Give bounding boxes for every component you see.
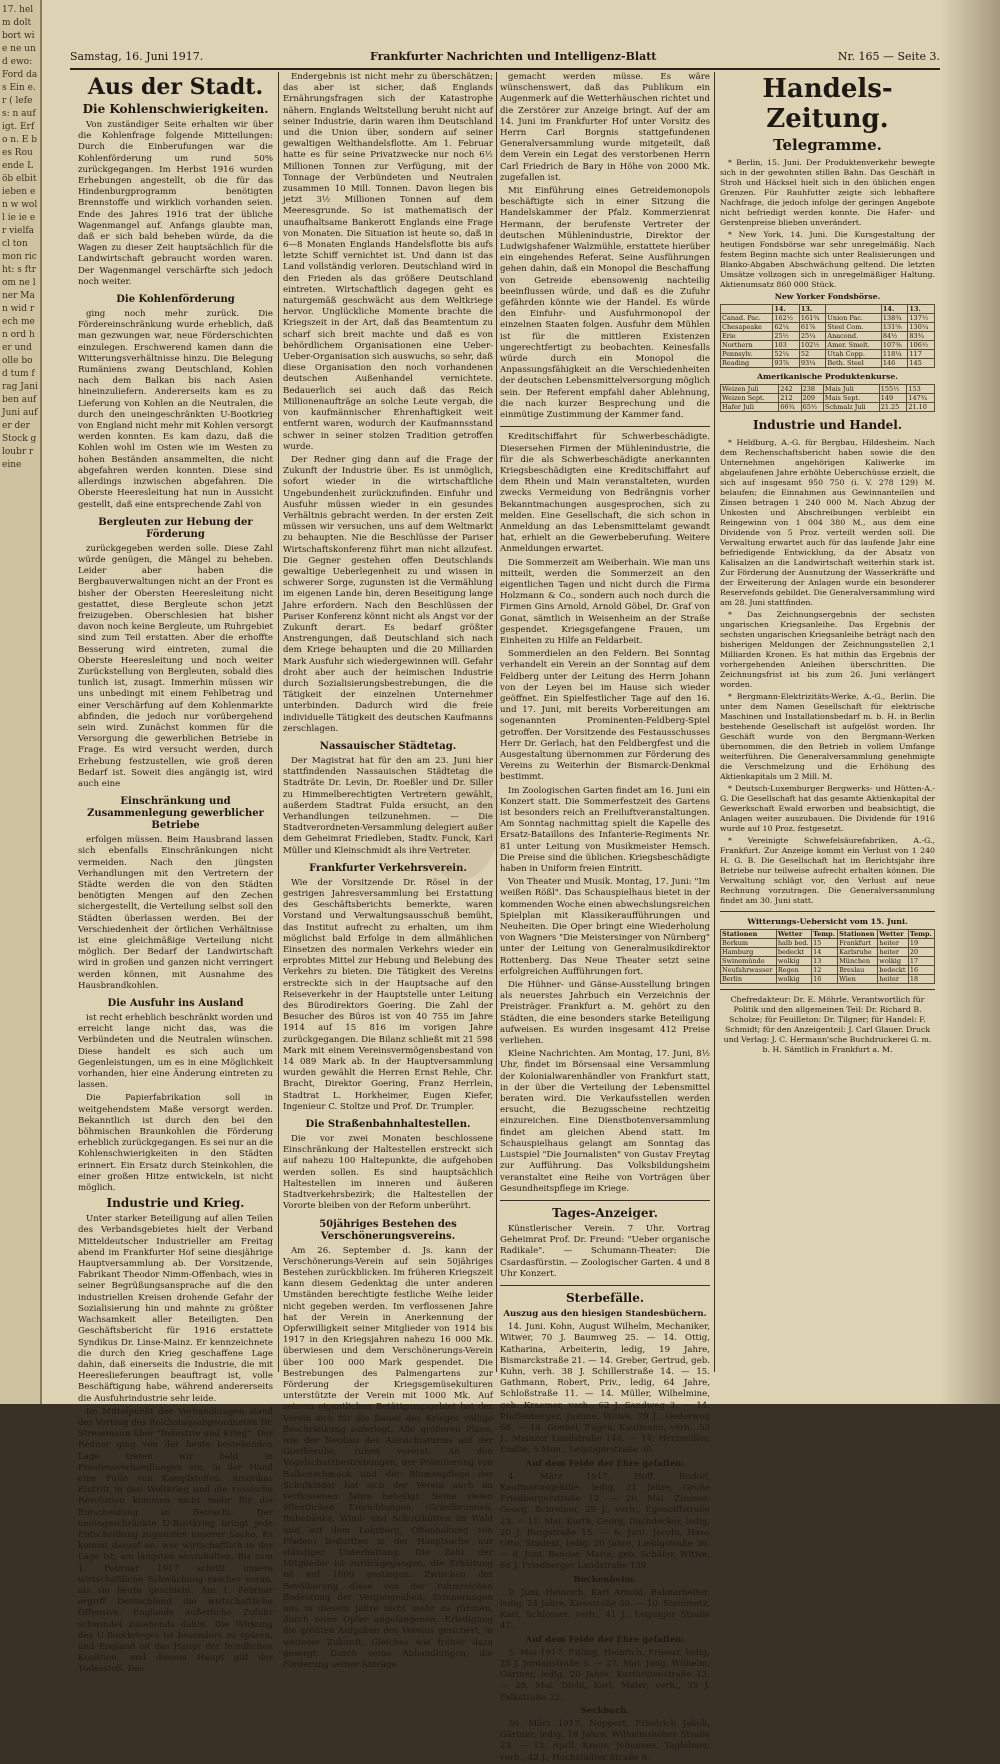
subheading: Bergleuten zur Hebung der Förderung xyxy=(98,516,253,540)
table-header-cell: Temp. xyxy=(812,930,838,939)
table-header-cell: Wetter xyxy=(776,930,811,939)
subheading: Die Straßenbahnhaltestellen. xyxy=(305,1119,471,1131)
paragraph: Von zuständiger Seite erhalten wir über die Kohlenfrage folgende Mitteilungen: Durch die Einberufungen war die Kohlenförderung um rund 50% zurückgegangen. Im Herbst 1916 wurden Erhebungen angestellt, ob die für das Hindenburgprogramm benötigten Brennstoffe und wirklich vorhanden seien. Ende des Jahres 1916 trat der übliche Wagenmangel auf. Anfangs glaubte man, daß er sich bald beheben würde, da die Wagen zu dieser Zeit hauptsächlich für die Landwirtschaft gebraucht worden waren. Der Wagenmangel verschärfte sich jedoch noch weiter. xyxy=(78,120,273,287)
table-row xyxy=(721,323,935,332)
table-row xyxy=(721,341,935,350)
article-title: Telegramme. xyxy=(773,136,882,154)
table-cell: 16 xyxy=(812,975,838,984)
table-cell: 93⅞ xyxy=(773,359,800,368)
column-rule xyxy=(714,72,715,1372)
paragraph: 3. Mai 1917. Eitling, Heinrich, Friseur, ledig, 25 J. Jordanstraße 5. — 27. Mai. Jung, Wilhelm, Gärtner, ledig, 20 Jahre, Kurfürstenstraße 12. — 28. Mai. Diehl, Karl, Maler, verh., 33 J. Falkstraße 22. xyxy=(500,1647,710,1703)
subheading: Seckbach. xyxy=(580,1705,630,1716)
section-title: Aus der Stadt. xyxy=(87,74,264,100)
subheading: Bockenheim. xyxy=(573,1574,637,1585)
separator-rule xyxy=(500,426,710,427)
table-cell: 21.25 xyxy=(879,403,907,412)
table-cell: Hafer Juli xyxy=(721,403,779,412)
paragraph: erfolgen müssen. Beim Hausbrand lassen sich ebenfalls Einschränkungen nicht vermeiden. Nach den jüngsten Verhandlungen mit den Vertretern der Städte werden die von den Städten benötigten Mengen auf den Zechen sichergestellt, die Verteilung selbst soll den Städten überlassen werden. Bei der Verschiedenheit der örtlichen Verhältnisse ist eine gleichmäßige Verteilung nicht möglich. Der Bedarf der Landwirtschaft wird in großen und ganzen nicht verringert werden können, mit Ausnahme des Hausbrandkohlen. xyxy=(78,835,273,991)
subheading: Amerikanische Produktenkurse. xyxy=(756,372,899,381)
table-cell: 16 xyxy=(908,966,934,975)
paragraph: * Berlin, 15. Juni. Der Produktenverkehr bewegte sich in der gewohnten stillen Bahn. Das Geschäft in Stroh und Häcksel hielt sich in den üblichen engen Grenzen. Für Rauhfutter zeigte sich lebhaftere Nachfrage, die jedoch infolge der geringen Angebote nicht befriedigt werden konnte. Die Hafer- und Gerstenpreise blieben unverändert. xyxy=(720,158,935,227)
paragraph: Endergebnis ist nicht mehr zu überschätzen; das aber ist sicher, daß Englands Ernährungsfragen sich der Katastrophe nähern. Englands Weltstellung beruht nicht auf seiner Industrie, darin waren ihm Deutschland und die Union über, sondern auf seiner gewaltigen Welthandelsflotte. Am 1. Februar hatte es für seine Privatzwecke nur noch 6½ Millionen Tonnen zur Verfügung, mit der Tonnage der Verbündeten und Neutralen zusammen 10 Mill. Tonnen. Davon liegen bis jetzt 3½ Millionen Tonnen auf dem Meeresgrunde. So ist mathematisch der unaufhaltsame Bankerott Englands eine Frage von Monaten. Die Situation ist heute so, daß in 6—8 Monaten Englands Handelsflotte bis aufs letzte Schiff vernichtet ist. Und dann ist das Land vollständig verloren. Deutschland wird in den Frieden als das größere Deutschland eintreten. Wirtschaftlich dagegen geht es naturgemäß geschwächt aus dem Weltkriege hervor. Unglückliche Momente brachte die Kriegszeit in der Art, daß das Beamtentum zu scharf sich breit machte und daß es von behördlichem Organisationen eine Ueber-Ueber-Organisation sich auswuchs, so sehr, daß diese Organisation den noch vorhandenen deutschen Außenhandel vernichtete. Bedauerlich sei auch daß das Reich Millionenaufträge an solche Leute vergab, die von kaufmännischer Ehrenhaftigkeit weit entfernt waren, wodurch der Kaufmannsstand schwer in seiner stolzen Tradition getroffen wurde. xyxy=(283,72,493,452)
paragraph: * Heldburg, A.-G. für Bergbau, Hildesheim. Nach dem Rechenschaftsbericht haben sowie die den Unternehmen angehörigen Kaliwerke im abgelaufenen Jahre erhöhte Ueberschüsse erzielt, die sich auf insgesamt 950 750 (i. V. 278 129) M. belaufen; die Einnahmen aus Gewinnanteilen und Zinsen betragen 1 240 000 M. Nach Abzug der Unkosten und Abschreibungen verbleibt ein Reingewinn von 1 004 380 M., aus dem eine Dividende von 5 Proz. verteilt werden soll. Die Verwaltung erwartet auch für das laufende Jahr eine befriedigende Entwicklung, da der Absatz von Kalisalzen an die Landwirtschaft weiterhin stark ist. Zur Förderung der Ausnutzung der Wasserkräfte und der Erweiterung der Anlagen wurde ein besonderer Reservefonds gebildet. Die Generalversammlung wird am 28. Juni stattfinden. xyxy=(720,438,935,607)
table-cell: 19 xyxy=(908,939,934,948)
paragraph: Die Hühner- und Gänse-Ausstellung bringen als neuerstes Jahrbuch ein Verzeichnis der Preisträger. Frankfurt a. M. gehört zu den Städten, die eine besonders starke Beteiligung aufweisen. Es wurden insgesamt 412 Preise verliehen. xyxy=(500,980,710,1047)
article-title: Tages-Anzeiger. xyxy=(552,1205,658,1220)
table-row xyxy=(721,957,935,966)
table-cell: Chesapeake xyxy=(721,323,773,332)
table-cell: Pennsylv. xyxy=(721,350,773,359)
table-cell: 102½ xyxy=(799,341,826,350)
table-cell: 209 xyxy=(801,394,823,403)
table-cell: Mais Juli xyxy=(823,385,879,394)
paragraph: * Deutsch-Luxemburger Bergwerks- und Hütten-A.-G. Die Gesellschaft hat das gesamte Aktienkapital der Gewerkschaft Ewald erworben und beabsichtigt, die Anlagen weiter auszubauen. Die Dividende für 1916 wurde auf 10 Proz. festgesetzt. xyxy=(720,784,935,833)
imprint: Chefredakteur: Dr. E. Möhrle. Verantwortlich für Politik und den allgemeinen Teil: Dr. Richard B. Scholze; für Feuilleton: Dr. Tilgner; für Handel: F. Schmidt; für den Anzeigenteil: J. Carl Glauer. Druck und Verlag: J. C. Hermann'sche Buchdruckerei G. m. b. H. Sämtlich in Frankfurt a. M. xyxy=(723,995,932,1054)
ny-stock-table xyxy=(720,304,935,368)
table-cell: 65½ xyxy=(801,403,823,412)
article-title: Industrie und Handel. xyxy=(752,418,903,432)
table-cell: 103 xyxy=(773,341,800,350)
column-rule xyxy=(278,72,279,1372)
table-cell: 238 xyxy=(801,385,823,394)
table-cell: 149 xyxy=(879,394,907,403)
table-cell: wolkig xyxy=(776,957,811,966)
table-cell: 162½ xyxy=(773,314,800,323)
table-header-cell: Stationen xyxy=(721,930,777,939)
column-rule xyxy=(496,72,497,1372)
table-cell: halb bed. xyxy=(776,939,811,948)
table-cell: Mais Sept. xyxy=(823,394,879,403)
table-cell: 131⅝ xyxy=(881,323,908,332)
table-cell: heiter xyxy=(878,975,909,984)
table-cell: 106½ xyxy=(908,341,935,350)
table-cell: 107⅜ xyxy=(881,341,908,350)
header-page-number: Nr. 165 — Seite 3. xyxy=(837,50,940,63)
table-cell: Utah Copp. xyxy=(826,350,882,359)
paragraph: Die Sommerzeit am Weiberhain. Wie man uns mitteilt, werden die Sommerzeit an den eigentlichen Tagen und nicht durch die Firma Holzmann & Co., sondern auch noch durch die Firmen Gins Arnold, Arnold Göbel, Dr. Graf von Gonat, sämtlich in Weisenheim an der Straße gespendet. Kriegsgefangene Frauen, um Einheiten zu Hilfe an Feldarbeit. xyxy=(500,557,710,646)
table-cell: Canad. Pac. xyxy=(721,314,773,323)
table-cell: Swinemünde xyxy=(721,957,777,966)
paragraph: Der Redner ging dann auf die Frage der Zukunft der Industrie über. Es ist unmöglich, sofort wieder in die wirtschaftliche Ungebundenheit zurückzufinden. Einfuhr und Ausfuhr müssen wieder in ein gesundes Verhältnis gebracht werden. In der ersten Zeit müssen wir versuchen, uns auf dem Weltmarkt zu behaupten. Nie die Beschlüsse der Pariser Wirtschaftskonferenz führt man nicht allzufest. Die Gegner gestehen offen Deutschlands gewaltige Ueberlegenheit zu und wissen in schwerer Sorge, zugunsten ist die Vermählung im eigenen Lande bin, deren Beseitigung lange Jahre erfordern. Nach den Beschlüssen der Pariser Konferenz könnt nicht als Angst vor der Zukunft derart. Es bedarf größter Anstrengungen, daß Deutschland sich nach dem Kriege behaupten und die 20 Milliarden Mark Ausfuhr sich wiedergewinnen will. Gefahr droht aber auch der heimischen Industrie durch Sozialisierungsbestrebungen, die die Tätigkeit der einzelnen Unternehmer unterbinden. Dadurch wird die freie individuelle Tätigkeit des deutschen Kaufmanns zerschlagen. xyxy=(283,454,493,734)
table-cell: Weizen Juli xyxy=(721,385,779,394)
paragraph: Im Zoologischen Garten findet am 16. Juni ein Konzert statt. Die Sommerfestzeit des Gartens ist besonders reich an Freiluftveranstaltungen. Am Sonntag nachmittag spielt die Kapelle des Ersatz-Bataillons des Infanterie-Regiments Nr. 81 unter Leitung von Musikmeister Hemsch. Die Preise sind die üblichen. Kriegsbeschädigte haben in Uniform freien Eintritt. xyxy=(500,785,710,875)
subheading: Auszug aus den hiesigen Standesbüchern. xyxy=(503,1308,707,1319)
table-cell: Neufahrwasser xyxy=(721,966,777,975)
table-cell: 17 xyxy=(908,957,934,966)
table-cell: Wien xyxy=(838,975,878,984)
table-row xyxy=(721,403,935,412)
table-cell: 137½ xyxy=(908,314,935,323)
table-header-cell: Wetter xyxy=(878,930,909,939)
paragraph: * Vereinigte Schwefelsäurefabriken, A.-G., Frankfurt. Zur Anzeige kommt ein Verlust von 1 240 H. G. B. Die Gesellschaft hat im Berichtsjahr ihre Betriebe nur teilweise aufrecht erhalten können. Die Verwaltung schlägt vor, den Verlust auf neue Rechnung vorzutragen. Die Generalversammlung findet am 30. Juni statt. xyxy=(720,836,935,905)
table-header-cell: 13. xyxy=(799,305,826,314)
table-cell: wolkig xyxy=(776,975,811,984)
paragraph: ist recht erheblich beschränkt worden und erreicht lange nicht das, was die Verbündeten und die Neutralen wünschen. Diese handelt es sich auch um Gegenleistungen, um es in eine Möglichkeit vorhanden, hier eine Änderung eintreten zu lassen. xyxy=(78,1013,273,1091)
paragraph: Der Magistrat hat für den am 23. Juni hier stattfindenden Nassauischen Städtetag die Stadträte Dr. Levin, Dr. Roeßler und Dr. Siller zu Himmelberechtigten Vertretern gewählt, außerdem Stadtrat Fulda ersucht, an den Verhandlungen teilzunehmen. — Die Stadtverordneten-Versammlung delegiert außer dem Geheimrat Friedleben, Stadtv. Funck, Karl Müller und Kleinschmidt als ihre Vertreter. xyxy=(283,755,493,856)
subheading: Die Kohlenförderung xyxy=(116,294,235,306)
table-cell: 84½ xyxy=(881,332,908,341)
subheading: Auf dem Felde der Ehre gefallen: xyxy=(525,1458,685,1469)
table-cell: Erie xyxy=(721,332,773,341)
table-row xyxy=(721,394,935,403)
separator-rule xyxy=(500,1285,710,1286)
table-cell: 145 xyxy=(908,359,935,368)
table-cell: 118¼ xyxy=(881,350,908,359)
table-cell: bedeckt xyxy=(878,966,909,975)
table-row xyxy=(721,975,935,984)
table-cell: 147¾ xyxy=(907,394,935,403)
paragraph: Wie der Vorsitzende Dr. Rösel in der gestrigen Jahresversammlung bei Erstattung des Geschäftsberichts bemerkte, waren Vorstand und Verwaltungsausschuß bemüht, das Institut aufrecht zu erhalten, um ihm möglichst bald Erfolge in dem allmählichen Einsetzen des normalen Verkehrs wieder ein erprobtes Mittel zur Hebung und Belebung des Verkehrs zu bieten. Die Tätigkeit des Vereins erstreckte sich in der Hauptsache auf den Reiseverkehr in der Hauptstelle unter Leitung des Bürodirektors Goering. Die Zahl der Besucher des Büros ist von 40 755 im Jahre 1914 auf 15 816 im vorigen Jahre zurückgegangen. Die Bilanz schließt mit 21 598 Mark mit einem Vereinsvermögensbestand von 14 089 Mark ab. In der Hauptversammlung wurden gewählt die Herren Ernst Rehle, Chr. Bracht, Direktor Goering, Franz Herrlein, Stadtrat L. Horkheimer, Eugen Kiefer, Ingenieur C. Stoltze und Prof. Dr. Trumpler. xyxy=(283,877,493,1112)
table-cell: 61⅞ xyxy=(799,323,826,332)
paragraph: Sommerdielen an den Feldern. Bei Sonntag verhandelt ein Verein an der Sonntag auf dem Feldberg unter der Leitung des Herrn Johann von der Leyen bei im Hause sich wieder geöffnet. Ein Spielfestlicher Tage auf den 16. und 17. Juni, mit bereits Vorbereitungen am sogenannten Prominenten-Feldberg-Spiel getroffen. Der Vorsitzende des Festausschusses Herr Dr. Gerlach, hat den Feldbergfest und die Ausgestaltung übernommen zur Förderung des Vereins zu Weiterhin der Bismarck-Denkmal bestimmt. xyxy=(500,649,710,783)
subheading: Die Ausfuhr ins Ausland xyxy=(107,998,244,1010)
table-cell: München xyxy=(838,957,878,966)
table-cell: Berlin xyxy=(721,975,777,984)
article-title: Sterbefälle. xyxy=(565,1290,645,1305)
subheading: Witterungs-Uebersicht vom 15. Juni. xyxy=(747,917,908,926)
table-cell: 52¼ xyxy=(773,350,800,359)
paragraph: Die Papierfabrikation soll in weitgehendstem Maße versorgt werden. Bekanntlich ist durch den bei den böhmischen Braunkohlen die Förderung erheblich zurückgegangen. Es sei nur an die Kohlenschwierigkeiten in den Städten erinnert. Ein Ersatz durch Steinkohlen, die einer großen Hitze entwickeln, ist nicht möglich. xyxy=(78,1093,273,1194)
section-title: Handels-Zeitung. xyxy=(762,74,893,134)
table-cell: 15 xyxy=(812,939,838,948)
header-paper-title: Frankfurter Nachrichten und Intelligenz-Blatt xyxy=(370,50,657,63)
paragraph: Künstlerischer Verein. 7 Uhr. Vortrag Geheimrat Prof. Dr. Freund: "Ueber organische Radikale". — Schumann-Theater: Die Csardasfürstin. — Zoologischer Garten. 4 und 8 Uhr Konzert. xyxy=(500,1223,710,1279)
table-cell: 242 xyxy=(779,385,801,394)
table-cell: heiter xyxy=(878,939,909,948)
table-cell: 155½ xyxy=(879,385,907,394)
adjacent-page-text: 17. helm dolt bort wie ne und ewo: Ford das Ein e. r ( lefes: n auf igt. Erfo n. E bes Rou ende Löb elbit ieben en w wol l ie ie er vielfacl ton mon richt: s ftrom ne l ner Man wid rech men ord her und olle bod tum frag Jani ben auf Juni auf er der Stock gloubr reine xyxy=(2,5,38,470)
table-cell: 25¼ xyxy=(799,332,826,341)
table-header-cell: Temp. xyxy=(908,930,934,939)
table-header-cell xyxy=(721,305,773,314)
paragraph: Im Mittelpunkt der Verhandlungen stand der Vortrag des Reichstagsabgeordneten Dr. Stresemann über "Industrie und Krieg". Der Redner ging von der heute bestehenden Lage treten wir bald in Friedensverhandlungen ein, in der Hand eine Fülle von Kampfstoffen. Amerikas Eintritt in den Weltkrieg und die russische Revolution kommen nicht mehr für die Entscheidung in Betracht. Der uneingeschränkte U-Bootkrieg bringt jede Entscheidung zugunsten unserer Sache. Es kommt darauf an, wer wirtschaftlich in der Lage ist, am längsten auszuhalten. Bis zum 1. Februar 1917 schritt unsere wirtschaftliche Schwächung rascher voran, als sie heute geschieht. Am 1. Februar ergriff Deutschland die wirtschaftliche Offensive. Englands äußerliche Zufuhr schwindet zusehends dahin. Die Wirkung des U-Bootkrieges ist besonders zu spüren, und England ist das Haupt der feindlichen Koalition, und diesem Haupt gilt der Todesstoß. Das xyxy=(78,1406,273,1675)
table-cell: 14 xyxy=(812,948,838,957)
paragraph: Unter starker Beteiligung auf allen Teilen des Verbandsgebietes hielt der Verband Mitteldeutscher Industrieller am Freitag abend im Frankfurter Hof seine diesjährige Hauptversammlung ab. Der Vorsitzende, Fabrikant Theodor Nimm-Offenbach, wies in seiner Begrüßungsansprache auf die den industriellen Kreisen drohende Gefahr der Sozialisierung hin und mahnte zu größter Wachsamkeit aller Beteiligten. Den Geschäftsbericht für 1916 erstattete Syndikus Dr. Linse-Mainz. Er kennzeichnete die durch den Krieg geschaffene Lage dahin, daß einerseits die Industrie, die mit Heereslieferungen beauftragt ist, volle Beschäftigung habe, während andererseits die Ausfuhrindustrie sehr leide. xyxy=(78,1214,273,1404)
table-cell: Union Pac. xyxy=(826,314,882,323)
table-cell: Borkum xyxy=(721,939,777,948)
table-cell: 161¾ xyxy=(799,314,826,323)
table-cell: 13 xyxy=(812,957,838,966)
article-title: Die Kohlenschwierigkeiten. xyxy=(82,102,269,116)
table-row xyxy=(721,332,935,341)
paragraph: Von Theater und Musik. Montag, 17. Juni: "Im weißen Rößl". Das Schauspielhaus bietet in der kommenden Woche einen abwechslungsreichen Spielplan mit Klassikeraufführungen und Neuheiten. Die Oper bringt eine Wiederholung von Wagners "Die Meistersinger von Nürnberg" unter der Leitung von Generalmusikdirektor Rottenberg. Das Neue Theater setzt seine erfolgreichen Aufführungen fort. xyxy=(500,877,710,977)
table-cell: 83¾ xyxy=(908,332,935,341)
table-cell: Anacond. xyxy=(826,332,882,341)
table-cell: Hamburg xyxy=(721,948,777,957)
paragraph: zurückgegeben werden solle. Diese Zahl würde genügen, die Mängel zu beheben. Leider aber haben die Bergbauverwaltungen nicht an der Front es bisher der Obersten Heeresleitung nicht gestattet, diese Bergleute schon jetzt freizugeben. Oberschlesien hat bisher davon noch keine Bergleute, um Ruhrgebiet sind zum Teil erstatten. Aber die erhoffte Besserung wird eintreten, zumal die Oberste Heeresleitung und noch weiter Zurückstellung von Bergleuten, sobald dies tunlich ist, zusagt. Immerhin müssen wir uns unbedingt mit einem Fehlbetrag und einer Verschärfung auf dem Kohlenmarkte abfinden, die jedoch nur vorübergehend sein wird. Zunächst kommen für die Versorgung die gewerblichen Betriebe in Frage. Es wird versucht werden, durch Erhebung festzustellen, wie groß deren Bedarf ist. Soweit dies angängig ist, wird auch eine xyxy=(78,543,273,789)
table-header-cell: 13. xyxy=(908,305,935,314)
table-cell: Amer. Smelt. xyxy=(826,341,882,350)
subheading: Nassauischer Städtetag. xyxy=(319,740,457,752)
paragraph: * Das Zeichnungsergebnis der sechsten ungarischen Kriegsanleihe. Das Ergebnis der sechsten ungarischen Kriegsanleihe beträgt nach den bisherigen Meldungen der Zeichnungsstellen 2,1 Milliarden Kronen. Es hat mithin das Ergebnis der vorhergehenden Anleihen überschritten. Die Zeichnungsfrist ist bis zum 26. Juni verlängert worden. xyxy=(720,610,935,689)
table-cell: 93¼ xyxy=(799,359,826,368)
table-header-cell: Stationen xyxy=(838,930,878,939)
table-cell: 18 xyxy=(908,975,934,984)
table-cell: 66¾ xyxy=(779,403,801,412)
separator-rule xyxy=(720,989,935,990)
adjacent-page-edge xyxy=(0,0,42,1404)
table-cell: wolkig xyxy=(878,957,909,966)
paragraph: Am 26. September d. Js. kann der Verschönerungs-Verein auf sein 50jähriges Bestehen zurückblicken. Im früheren Kriegszeit kann diesem Gedenktag die unter anderen Umständen berechtigte festliche Weihe leider nicht gegeben werden. Im verflossenen Jahre hat der Verein in Anerkennung der Opferwilligkeit seiner Mitglieder von 1914 bis 1917 in den Kriegsjahren nahezu 16 000 Mk. überwiesen und dem Verschönerungs-Verein über 100 000 Mark gespendet. Die Bestrebungen des Palmengartens zur Förderung der Kriegsgemüsekulturen unterstützte der Verein mit 1000 Mk. Auf seinem eigentlichen Betätigungsgebiet hat der Verein sich für die Dauer des Krieges völlige Beschränkung auferlegt. Alle größeren Pläne, wie der Neubau des Aussichtsturms auf der Goetheruhe, ruhen vorerst. An den Vogelschutzbestrebungen, der Prämiierung von Balkonschmuck und der Blumenpflege der Schulkinder hat sich der Verein auch im verflossenen Jahre beteiligt. Seine vielen öffentlichen Einrichtungen (Grindbrunnen, Ruhebänke, Wind- und Schutzhütten im Wald und auf dem Lohrberg, Offenhaltung von Pfaden) bedurften in der Hauptsache nur ständiger Unterhaltung. Die Zahl der Mitglieder ist zurückgegangen, die Erkältung ist auf 1000 gestiegen. Zwischen der Bevölkerung diese von der ruhmreichen Bedeutung der Vergangenheit, Erinnerungen uns in diesem Jahre nicht mehr zu rühmen, durch seine Opfer angefangenen. Erledigung die größten Aufgaben des Vereins gesichert, in weiterer Zukunft, Gleiches wie früher dazu gesorgt. Durch seine Abhandlungen, die Förderung seiner Anträge xyxy=(283,1245,493,1671)
table-header-cell: 14. xyxy=(773,305,800,314)
table-cell: 117 xyxy=(908,350,935,359)
american-produce-table xyxy=(720,384,935,412)
subheading: Frankfurter Verkehrsverein. xyxy=(309,862,467,874)
table-row xyxy=(721,359,935,368)
table-cell: Steel Com. xyxy=(826,323,882,332)
table-cell: Northern xyxy=(721,341,773,350)
paragraph: Kleine Nachrichten. Am Montag, 17. Juni, 8½ Uhr, findet im Börsensaal eine Versammlung der Kolonialwarenhändler von Frankfurt statt, in der über die Verteilung der Lebensmittel beraten wird. Die Verkaufsstellen werden ersucht, die Bezugsscheine rechtzeitig einzureichen. Eine Dienstbotenversammlung findet am gleichen Abend statt. Im Schauspielhaus gelangt am Sonntag das Lustspiel "Die Journalisten" von Gustav Freytag zur Aufführung. Das Volksbildungsheim veranstaltet eine Reihe von Vorträgen über Gesundheitspflege im Kriege. xyxy=(500,1049,710,1194)
table-cell: heiter xyxy=(878,948,909,957)
table-cell: 12 xyxy=(812,966,838,975)
paragraph: gemacht werden müsse. Es wäre wünschenswert, daß das Publikum ein Augenmerk auf die Wetterhäuschen richtet und die Zerstörer zur Anzeige bringt. Auf der am 14. Juni im Frankfurter Hof unter Vorsitz des Herrn Carl Borgnis stattgefundenen Generalversammlung wurde mitgeteilt, daß dem Verein ein Legat des verstorbenen Herrn Carl Friedrich de Bary in Höhe von 2000 Mk. zugefallen ist. xyxy=(500,72,710,183)
table-row xyxy=(721,314,935,323)
column-2 xyxy=(283,72,493,1671)
paragraph: ging noch mehr zurück. Die Fördereinschränkung wurde erheblich, daß man gezwungen war, neue Förderschichten einzulegen. Erschwerend kamen dann die Witterungsverhältnisse hinzu. Die Belegung Rumäniens zwang Deutschland, Kohlen nach dem Balkan bis nach Asien hineinzuliefern. Andererseits kam es zu Lieferung von Kohlen an die Neutralen, die durch den uneingeschränkten U-Bootkrieg von England nicht mehr mit Kohlen versorgt werden konnten. Es kam dazu, daß die Kohlen wohl im Osten wie im Westen zu hohen Beständen ansammelten, die nicht abgefahren werden konnten. Diese sind allerdings inzwischen abgefahren. Die Oberste Heeresleitung hat nun in Aussicht gestellt, daß eine entsprechende Zahl von xyxy=(78,309,273,510)
table-cell: Frankfurt xyxy=(838,939,878,948)
table-row xyxy=(721,939,935,948)
table-header-cell xyxy=(826,305,882,314)
table-cell: Regen xyxy=(776,966,811,975)
table-cell: 153 xyxy=(907,385,935,394)
header-date: Samstag, 16. Juni 1917. xyxy=(70,50,204,63)
table-header-cell: 14. xyxy=(881,305,908,314)
subheading: Auf dem Felde der Ehre gefallen: xyxy=(525,1634,685,1645)
table-cell: Beth. Steel xyxy=(826,359,882,368)
paragraph: * New York, 14. Juni. Die Kursgestaltung der heutigen Fondsbörse war sehr unregelmäßig. Nach festem Beginn machte sich unter Realisierungen und Blanko-Abgaben Abschwächung geltend. Die letzten Umsätze vollzogen sich in unregelmäßiger Haltung. Aktienumsatz 860 000 Stück. xyxy=(720,230,935,289)
separator-rule xyxy=(500,1200,710,1201)
table-cell: 52 xyxy=(799,350,826,359)
table-row xyxy=(721,966,935,975)
table-cell: Breslau xyxy=(838,966,878,975)
table-cell: 62¼ xyxy=(773,323,800,332)
table-cell: Weizen Sept. xyxy=(721,394,779,403)
table-cell: 146 xyxy=(881,359,908,368)
paragraph: 4. März 1917. Hoff, Rudolf, Kaufmannsgehilfe, ledig, 21 Jahre, Große Friedbergerstraße 12. — 20. Mai. Zimmer, Georg, Schreiner, 29 J., verh., Egenolffstraße 23. — 11. Mai. Kurth, Georg, Dachdecker, ledig, 20 J. Burgstraße 15. — 6. Juni. Jacobi, Hans Otto, Student, ledig, 20 Jahre, Liebigstraße 36. — 8. Juni. Bender, Marie, geb. Schäfer, Witwe, 68 J. Friedberger Landstraße 139. xyxy=(500,1471,710,1572)
paragraph: 14. Juni. Kohn, August Wilhelm, Mechaniker, Witwer, 70 J. Baumweg 25. — 14. Ottig, Katharina, Arbeiterin, ledig, 19 Jahre, Bismarckstraße 21. — 14. Greber, Gertrud, geb. Kuhn, verh. 38 J. Schillerstraße 14. — 15. Gathmann, Robert, Priv., ledig, 64 Jahre, Schloßstraße 11. — 14. Müller, Wilhelmine, geb. Kraemer, verh., 62 J. Sandweg 3. — 14. Pfaffenberger, Justine, Witwe, 79 J., Oederweg 68. — 14. Goebel, Eugen, Kaufmann, verh., 53 J., Mainzer Landstraße 148. — 14. Herzmüller, Emilie, 5 Mon., Leipzigerstraße 30. xyxy=(500,1322,710,1456)
paragraph: 9. Juni. Heinrich, Karl Arnold, Bahnarbeiter, ledig, 24 Jahre, Kiesstraße 30. — 10. Steinmetz, Karl, Schlosser, verh., 41 J., Leipziger Straße 47. xyxy=(500,1587,710,1632)
table-cell: 130¼ xyxy=(908,323,935,332)
weather-table xyxy=(720,929,935,984)
subheading: New Yorker Fondsbörse. xyxy=(774,292,881,301)
subheading: Einschränkung und Zusammenlegung gewerblicher Betriebe xyxy=(87,796,264,832)
table-cell: bedeckt xyxy=(776,948,811,957)
table-cell: 20 xyxy=(908,948,934,957)
subheading: 50jähriges Bestehen des Verschönerungsvereins. xyxy=(319,1218,457,1242)
table-row xyxy=(721,350,935,359)
column-4 xyxy=(720,72,935,1372)
paragraph: Kreditschiffahrt für Schwerbeschädigte. Diesersehen Firmen der Mühlenindustrie, die für die als Schwerbeschädigte anerkannten Kriegsbeschädigten eine Kreditschiffahrt auf dem Rhein und Main veranstalteten, wurden zwecks Vermeidung von Bedrängnis vorher Bekanntmachungen ausgesprochen, sich zu melden. Eine Gesellschaft, die sich schon in Anmeldung an das Lebensmittelamt gewandt hat, erhielt an die Gewerbeberufung. Weitere Anmeldungen erwartet. xyxy=(500,432,710,555)
paragraph: 30. März 1917. Nuppert, Friedrich Jakob, Gärtner, ledig, 18 Jahre, Wilhelmshöher Straße 23. — 12. April. Kraus, Johannes, Taglöhner, verh., 42 J., Hochstädter Straße 8. xyxy=(500,1719,710,1763)
paragraph: * Bergmann-Elektrizitäts-Werke, A.-G., Berlin. Die unter dem Namen Gesellschaft für elektrische Maschinen und Installationsbedarf m. b. H. in Berlin bestehende Gesellschaft ist aufgelöst worden. Ihr Geschäft wurde von den Bergmann-Werken übernommen, die den Betrieb in vollem Umfange weiterführen. Die Generalversammlung genehmigte die Verschmelzung und die Erhöhung des Aktienkapitals um 2 Mill. M. xyxy=(720,692,935,781)
table-cell: 212 xyxy=(779,394,801,403)
table-row xyxy=(721,948,935,957)
paragraph: Mit Einführung eines Getreidemonopols beschäftigte sich in einer Sitzung die Handelskammer der Pfalz. Kommerzienrat Hermann, der berufenste Vertreter der deutschen Mühlenindustrie, Direktor der Ludwigshafener Walzmühle, erstattete hierüber ein eingehendes Referat. Seine Ausführungen gehen dahin, daß ein Monopol die Beschaffung von Getreide ebensowenig nachteilig beeinflussen würde, und daß es die Zufuhr gefährden könnte wie der Handel. Es würde den Einfuhr- und Ausfuhrmonopol der einzelnen Staaten folgen. Ausfuhr dem Mühlen ist für die mittleren Existenzen ungerechtfertigt zu beobachten. Keinesfalls würde durch ein Monopol die Anpassungsfähigkeit an die Verschiedenheiten der deutschen Lebensmittelversorgung möglich sein. Der Referent empfahl daher Ablehnung, die nach kurzer Besprechung und die einmütige Zustimmung der Kammer fand. xyxy=(500,186,710,421)
page-shadow xyxy=(940,0,1000,1404)
table-cell: Reading xyxy=(721,359,773,368)
table-cell: 25½ xyxy=(773,332,800,341)
page-header xyxy=(70,46,940,70)
paper-stain xyxy=(420,760,500,880)
column-3 xyxy=(500,72,710,1763)
table-cell: 138¾ xyxy=(881,314,908,323)
separator-rule xyxy=(720,911,935,912)
table-cell: Karlsruhe xyxy=(838,948,878,957)
table-row xyxy=(721,385,935,394)
table-cell: 21.10 xyxy=(907,403,935,412)
article-title: Industrie und Krieg. xyxy=(106,1196,245,1211)
paragraph: Die vor zwei Monaten beschlossene Einschränkung der Haltestellen erstreckt sich auf nahezu 100 Haltepunkte, die aufgehoben werden sollen. Es sind hauptsächlich Haltestellen im inneren und äußeren Stadtverkehrsbezirk; die Haltestellen der Vororte bleiben von der Reform unberührt. xyxy=(283,1134,493,1212)
table-cell: Schmalz Juli xyxy=(823,403,879,412)
column-1 xyxy=(78,72,273,1675)
